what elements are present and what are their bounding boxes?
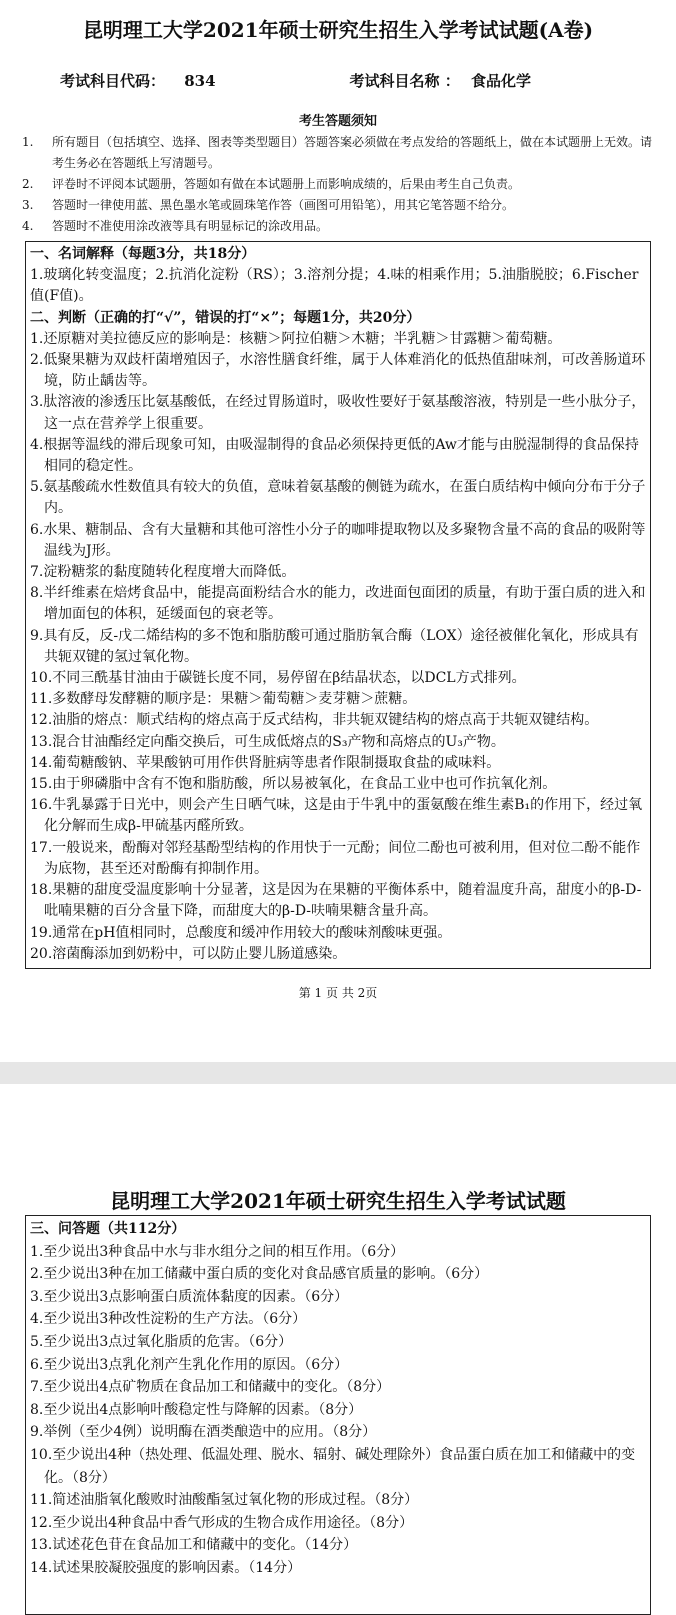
subject-name: 食品化学 (470, 72, 531, 90)
notice-number: 4. (22, 219, 34, 233)
notice-item (22, 174, 662, 195)
section1-text: 1.玻璃化转变温度；2.抗消化淀粉（RS）；3.溶剂分提；4.味的相乘作用；5.油脂脱胶；6.Fischer值(F值)。 (30, 267, 639, 305)
question-item: 9.举例（至少4例）说明酶在酒类酿造中的应用。（8分） (30, 1424, 377, 1441)
question-item: 19.通常在pH值相同时，总酸度和缓冲作用较大的酸味剂酸味更强。 (30, 924, 452, 941)
question-item: 5.至少说出3点过氧化脂质的危害。（6分） (30, 1333, 293, 1350)
notice-item (22, 195, 662, 216)
subject-code-label: 考试科目代码： (60, 72, 166, 90)
question-item: 12.至少说出4种食品中香气形成的生物合成作用途径。（8分） (30, 1514, 414, 1531)
question-item: 8.至少说出4点影响叶酸稳定性与降解的因素。（8分） (30, 1401, 363, 1418)
page-footer: 第 1 页 共 2页 (298, 986, 378, 1000)
question-item: 3.至少说出3点影响蛋白质流体黏度的因素。（6分） (30, 1288, 349, 1305)
notice-text: 答题时一律使用蓝、黑色墨水笔或圆珠笔作答（画图可用铅笔），用其它笔答题不给分。 (52, 198, 515, 212)
question-item: 10.不同三酰基甘油由于碳链长度不同，易停留在β结晶状态，以DCL方式排列。 (30, 670, 526, 687)
question-item: 1.还原糖对美拉德反应的影响是：核糖＞阿拉伯糖＞木糖；半乳糖＞甘露糖＞葡萄糖。 (30, 330, 562, 347)
question-item: 11.多数酵母发酵糖的顺序是：果糖＞葡萄糖＞麦芽糖＞蔗糖。 (30, 691, 417, 708)
question-item: 6.至少说出3点乳化剂产生乳化作用的原因。（6分） (30, 1356, 349, 1373)
question-item: 7.至少说出4点矿物质在食品加工和储藏中的变化。（8分） (30, 1379, 391, 1396)
question-item: 15.由于卵磷脂中含有不饱和脂肪酸，所以易被氧化，在食品工业中也可作抗氧化剂。 (30, 776, 557, 793)
question-item: 7.淀粉糖浆的黏度随转化程度增大而降低。 (30, 564, 296, 581)
question-item: 14.葡萄糖酸钠、苹果酸钠可用作供肾脏病等患者作限制摄取食盐的咸味料。 (30, 754, 501, 771)
question-item: 16.牛乳暴露于日光中，则会产生日晒气味，这是由于牛乳中的蛋氨酸在维生素B₁的作用下，经过氧化分解而生成β-甲硫基丙醛所致。 (30, 797, 643, 835)
notice-text: 答题时不准使用涂改液等具有明显标记的涂改用品。 (52, 219, 329, 233)
question-item: 2.低聚果糖为双歧杆菌增殖因子，水溶性膳食纤维，属于人体难消化的低热值甜味剂，可改善肠道环境，防止龋齿等。 (30, 352, 646, 390)
notice-number: 2. (22, 177, 34, 191)
section2-list (30, 329, 646, 965)
subject-name-label: 考试科目名称 ： (349, 72, 460, 90)
notice-number: 3. (22, 198, 34, 212)
notice-text: 所有题目（包括填空、选择、图表等类型题目）答题答案必须做在考点发给的答题纸上，做在本试题册上无效。请考生务必在答题纸上写清题号。 (52, 135, 653, 170)
page-separator (0, 1062, 676, 1084)
question-item: 10.至少说出4种（热处理、低温处理、脱水、辐射、碱处理除外）食品蛋白质在加工和储藏中的变化。（8分） (30, 1446, 636, 1486)
question-box (25, 1215, 651, 1615)
question-item: 20.溶菌酶添加到奶粉中，可以防止婴儿肠道感染。 (30, 945, 347, 962)
subject-line (60, 70, 531, 91)
question-item: 14.试述果胶凝胶强度的影响因素。（14分） (30, 1559, 302, 1576)
notice-title: 考生答题须知 (298, 114, 377, 129)
page-title: 昆明理工大学2021年硕士研究生招生入学考试试题 (110, 1189, 566, 1213)
section3-heading: 三、问答题（共112分） (30, 1221, 186, 1237)
question-item: 3.肽溶液的渗透压比氨基酸低，在经过胃肠道时，吸收性要好于氨基酸溶液，特别是一些小肽分子，这一点在营养学上很重要。 (30, 394, 646, 432)
question-item: 9.具有反，反-戊二烯结构的多不饱和脂肪酸可通过脂肪氧合酶（LOX）途径被催化氧化，形成具有共轭双键的氢过氧化物。 (30, 627, 639, 665)
section2-heading: 二、判断（正确的打“√”，错误的打“×”；每题1分，共20分） (30, 309, 421, 326)
question-item: 5.氨基酸疏水性数值具有较大的负值，意味着氨基酸的侧链为疏水，在蛋白质结构中倾向分布于分子内。 (30, 479, 646, 517)
page-body (25, 241, 651, 1001)
question-item: 8.半纤维素在焙烤食品中，能提高面粉结合水的能力，改进面包面团的质量，有助于蛋白质的进入和增加面包的体积，延缓面包的衰老等。 (30, 585, 646, 623)
notice-item (22, 132, 662, 174)
question-item: 18.果糖的甜度受温度影响十分显著，这是因为在果糖的平衡体系中，随着温度升高，甜度小的β-D-吡喃果糖的百分含量下降，而甜度大的β-D-呋喃果糖含量升高。 (30, 882, 642, 920)
subject-code: 834 (184, 72, 216, 90)
question-box (25, 241, 651, 969)
notice-number: 1. (22, 135, 34, 149)
question-item: 17.一般说来，酚酶对邻羟基酚型结构的作用快于一元酚；间位二酚也可被利用，但对位二酚不能作为底物，甚至还对酚酶有抑制作用。 (30, 839, 641, 877)
question-item: 11.简述油脂氧化酸败时油酸酯氢过氧化物的形成过程。（8分） (30, 1492, 419, 1509)
exam-page-2 (0, 1090, 676, 1607)
notice-item (22, 216, 662, 237)
question-item: 4.至少说出3种改性淀粉的生产方法。（6分） (30, 1311, 307, 1328)
question-item: 6.水果、糖制品、含有大量糖和其他可溶性小分子的咖啡提取物以及多聚物含量不高的食品的吸附等温线为J形。 (30, 521, 646, 559)
section1-heading: 一、名词解释（每题3分，共18分） (30, 246, 256, 262)
question-item: 13.试述花色苷在食品加工和储藏中的变化。（14分） (30, 1537, 358, 1554)
question-item: 13.混合甘油酯经定向酯交换后，可生成低熔点的S₃产物和高熔点的U₃产物。 (30, 733, 505, 750)
question-item: 12.油脂的熔点：顺式结构的熔点高于反式结构，非共轭双键结构的熔点高于共轭双键结构。 (30, 712, 599, 729)
notice-text: 评卷时不评阅本试题册，答题如有做在本试题册上而影响成绩的，后果由考生自己负责。 (52, 177, 521, 191)
question-item: 4.根据等温线的滞后现象可知，由吸湿制得的食品必须保持更低的Aw才能与由脱湿制得的食品保持相同的稳定性。 (30, 436, 639, 475)
question-item: 1.至少说出3种食品中水与非水组分之间的相互作用。（6分） (30, 1243, 405, 1260)
page-title: 昆明理工大学2021年硕士研究生招生入学考试试题(A卷) (82, 18, 594, 42)
notice-list (22, 132, 662, 237)
question-item: 2.至少说出3种在加工储藏中蛋白质的变化对食品感官质量的影响。（6分） (30, 1266, 489, 1283)
section3-list (30, 1241, 646, 1580)
